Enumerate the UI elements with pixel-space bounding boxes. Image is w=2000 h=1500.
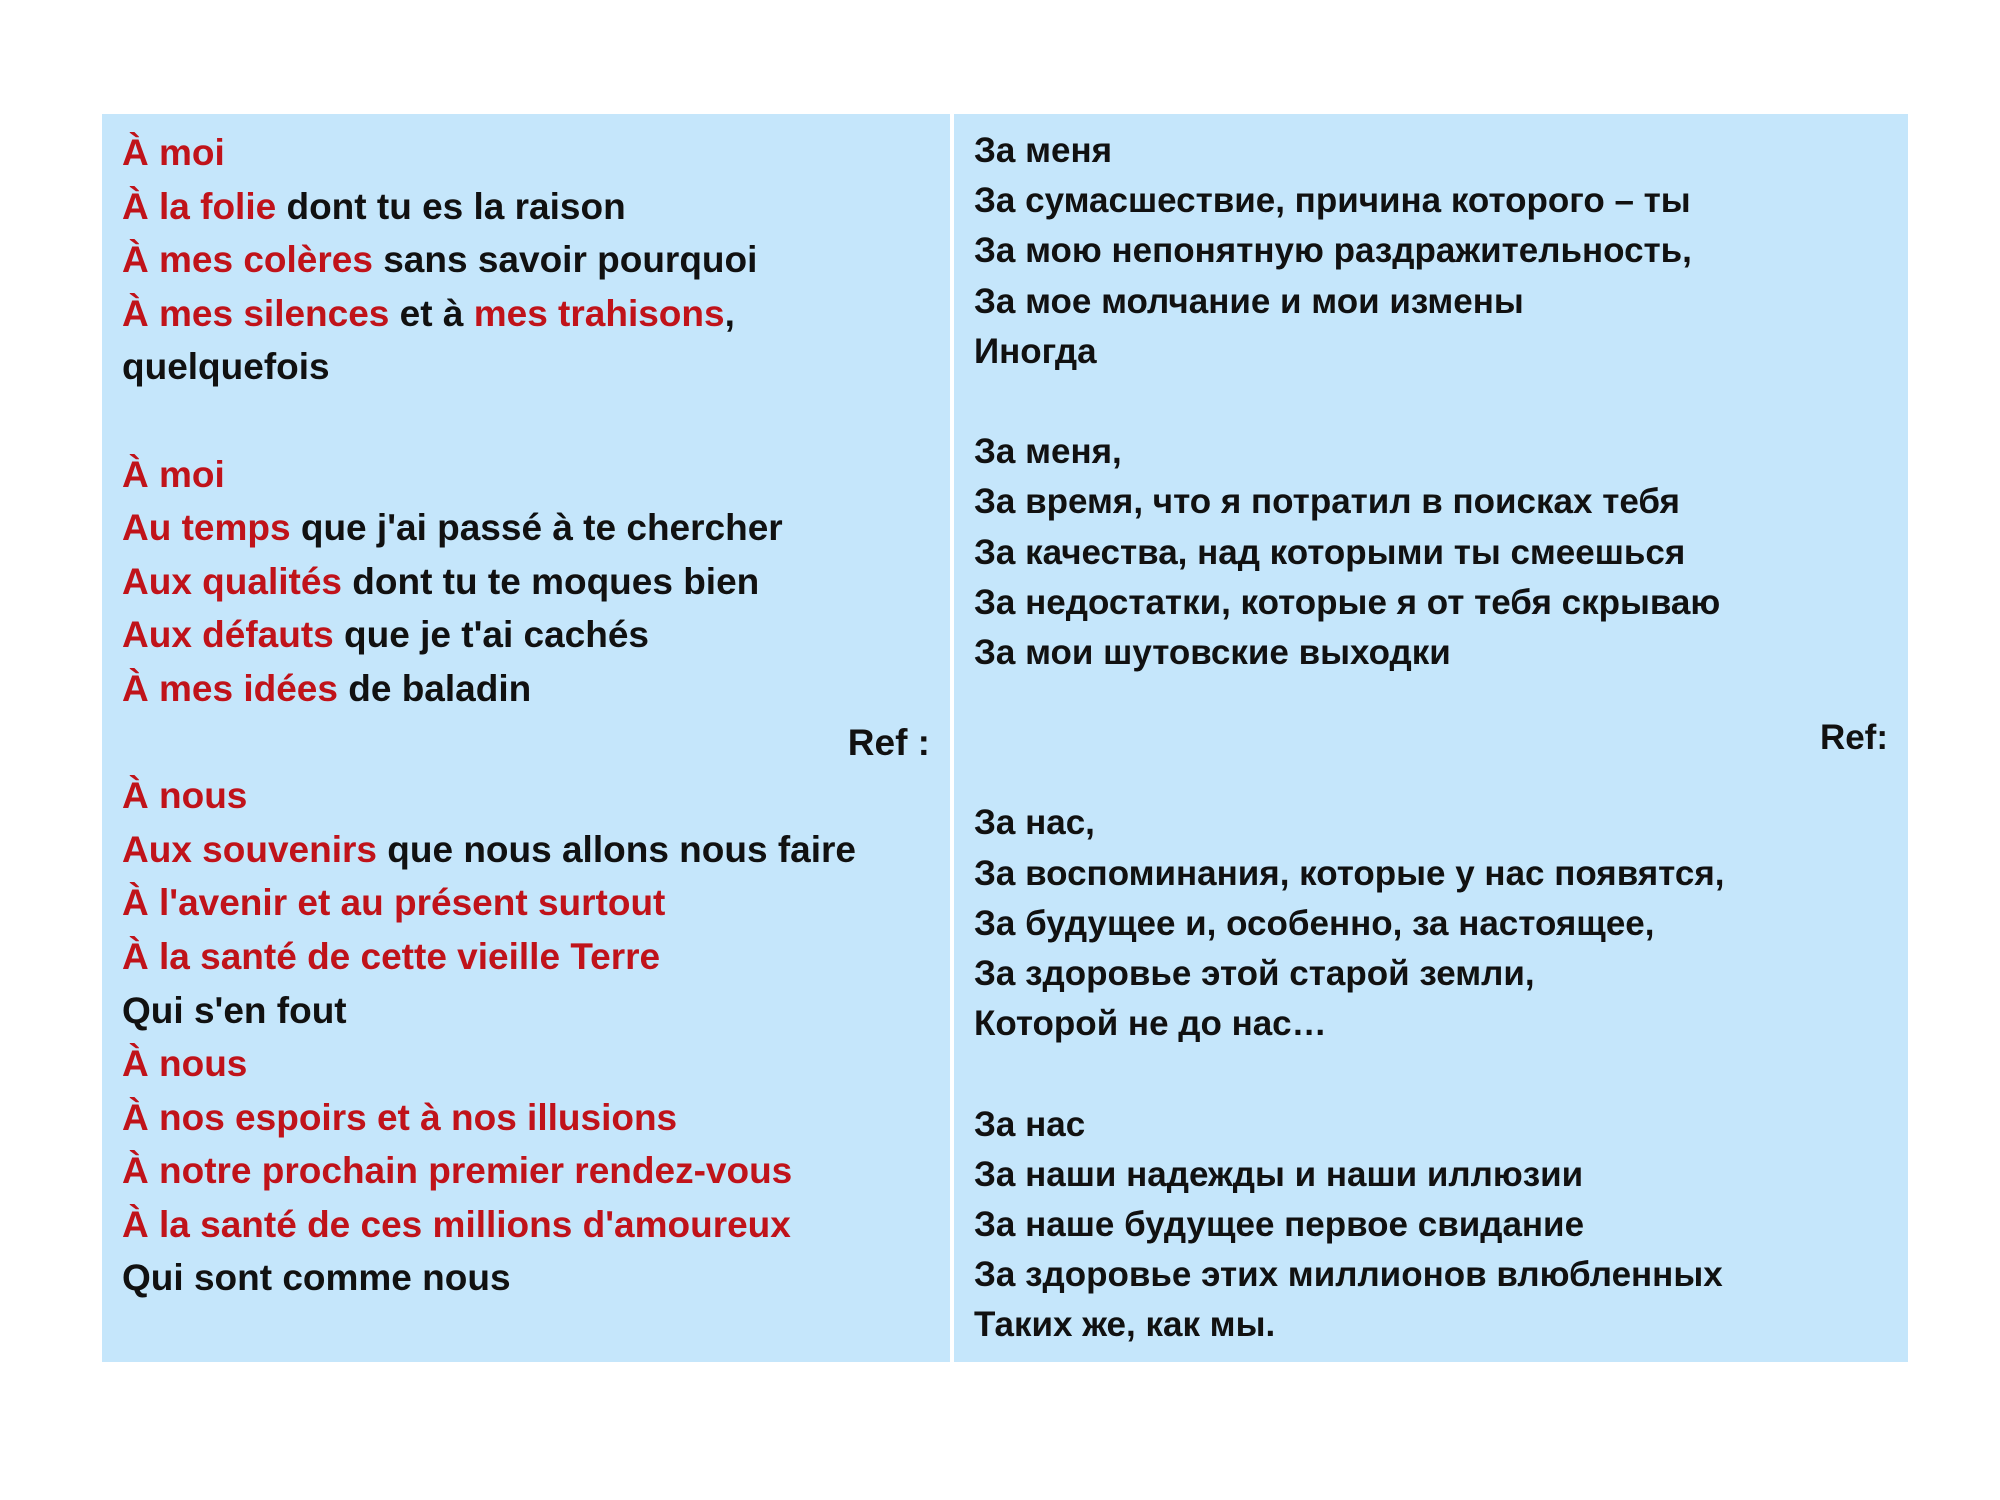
french-lyrics-column	[102, 114, 950, 1362]
highlighted-phrase: Aux qualités	[122, 560, 342, 602]
lyric-text: que j'ai passé à te chercher	[290, 507, 783, 549]
russian-lyric-line: За нас,	[974, 803, 1095, 843]
french-lyric-line	[122, 1091, 930, 1145]
french-lyric-line	[122, 555, 930, 609]
refrain-label: Ref :	[847, 721, 930, 763]
highlighted-phrase: À nos espoirs et à nos illusions	[122, 1096, 678, 1138]
russian-lyric-line: За мое молчание и мои измены	[974, 281, 1524, 321]
russian-lyric-line: За меня,	[974, 432, 1122, 472]
french-lyric-line	[122, 287, 930, 341]
french-lyric-line	[122, 876, 930, 930]
french-lyric-line	[122, 1198, 930, 1252]
french-lyric-line	[122, 930, 930, 984]
highlighted-phrase: À l'avenir et au présent surtout	[122, 882, 666, 924]
french-lyric-line	[122, 1144, 930, 1198]
lyric-text: dont tu es la raison	[276, 185, 626, 227]
highlighted-phrase: mes trahisons	[473, 292, 725, 334]
russian-lyric-line: За время, что я потратил в поисках тебя	[974, 482, 1680, 522]
russian-lyric-line: За меня	[974, 131, 1113, 170]
lyric-text: quelquefois	[122, 346, 330, 388]
french-lyric-line	[122, 448, 930, 502]
lyric-text: et à	[389, 292, 474, 334]
french-lyric-line	[122, 501, 930, 555]
russian-lyrics-column	[954, 114, 1908, 1362]
highlighted-phrase: À la santé de cette vieille Terre	[122, 935, 661, 977]
french-lyric-line	[122, 662, 930, 716]
spacer	[974, 763, 1888, 798]
highlighted-phrase: À nous	[122, 775, 248, 817]
highlighted-phrase: À moi	[122, 132, 225, 173]
russian-lyric-line: За воспоминания, которые у нас появятся,	[974, 853, 1725, 893]
stanza-break	[974, 1049, 1888, 1099]
lyrics-table	[102, 114, 1908, 1362]
french-lyric-line	[122, 1037, 930, 1091]
russian-lyric-line: За будущее и, особенно, за настоящее,	[974, 903, 1655, 943]
highlighted-phrase: À mes silences	[122, 292, 390, 334]
highlighted-phrase: À la santé de ces millions d'amoureux	[122, 1203, 791, 1245]
russian-lyric-line: За мои шутовские выходки	[974, 633, 1451, 673]
lyric-text: de baladin	[337, 667, 532, 709]
russian-lyric-line: За сумасшествие, причина которого – ты	[974, 181, 1691, 221]
russian-lyric-line: За наше будущее первое свидание	[974, 1205, 1585, 1245]
russian-lyric-line: За недостатки, которые я от тебя скрываю	[974, 582, 1721, 622]
highlighted-phrase: À la folie	[122, 185, 277, 227]
refrain-label: Ref:	[1819, 718, 1888, 758]
lyric-text: Qui sont comme nous	[122, 1257, 511, 1299]
russian-lyric-line: За нас	[974, 1104, 1086, 1144]
russian-lyric-line: За здоровье этой старой земли,	[974, 954, 1535, 994]
highlighted-phrase: Aux défauts	[122, 614, 334, 656]
french-lyric-line	[122, 126, 930, 180]
stanza-break	[122, 394, 930, 448]
russian-lyric-line: Таких же, как мы.	[974, 1305, 1276, 1345]
stanza-break	[974, 377, 1888, 427]
highlighted-phrase: Au temps	[122, 507, 291, 549]
lyric-text: Qui s'en fout	[122, 989, 347, 1031]
french-lyric-line	[122, 608, 930, 662]
lyric-text: que je t'ai cachés	[333, 614, 649, 656]
highlighted-phrase: À notre prochain premier rendez-vous	[122, 1150, 793, 1192]
russian-lyric-line: За здоровье этих миллионов влюбленных	[974, 1255, 1723, 1295]
russian-lyric-line: Иногда	[974, 331, 1097, 371]
french-lyric-line	[122, 984, 930, 1038]
russian-lyric-line: За наши надежды и наши иллюзии	[974, 1154, 1584, 1194]
russian-lyric-line: Которой не до нас…	[974, 1004, 1327, 1044]
highlighted-phrase: À nous	[122, 1043, 248, 1085]
french-lyric-line	[122, 180, 930, 234]
french-lyric-line	[122, 769, 930, 823]
highlighted-phrase: À mes idées	[122, 667, 338, 709]
french-lyric-line	[122, 233, 930, 287]
highlighted-phrase: À moi	[122, 453, 225, 495]
lyric-text: ,	[724, 292, 735, 334]
french-lyric-line	[122, 823, 930, 877]
russian-lyric-line: За мою непонятную раздражительность,	[974, 231, 1692, 271]
russian-lyric-line: За качества, над которыми ты смеешься	[974, 532, 1686, 572]
french-lyric-line	[122, 340, 930, 394]
spacer	[974, 678, 1888, 713]
lyric-text: sans savoir pourquoi	[372, 239, 758, 281]
lyric-text: que nous allons nous faire	[376, 828, 856, 870]
highlighted-phrase: À mes colères	[122, 239, 373, 281]
highlighted-phrase: Aux souvenirs	[122, 828, 377, 870]
french-lyric-line	[122, 1251, 930, 1305]
lyric-text: dont tu te moques bien	[342, 560, 760, 602]
